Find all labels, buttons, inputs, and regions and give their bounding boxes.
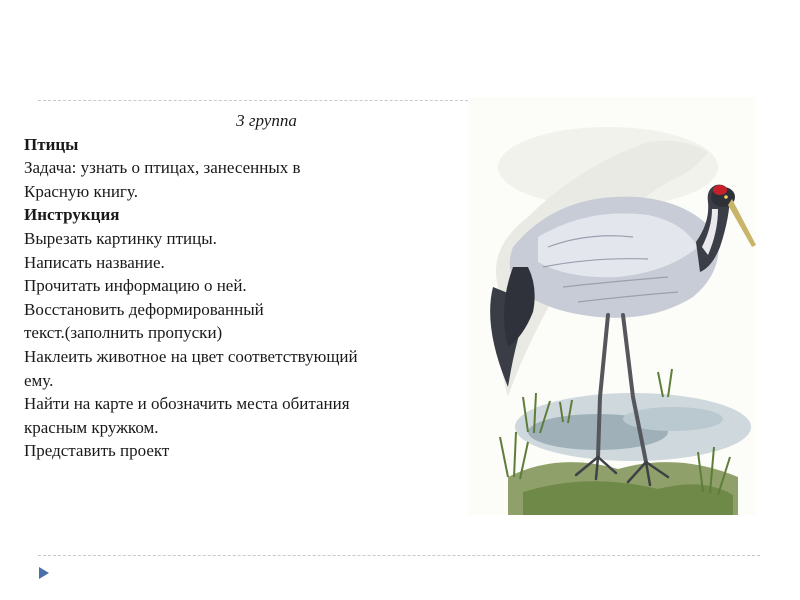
instruction-heading: Инструкция bbox=[24, 205, 120, 225]
triangle-arrow-icon bbox=[38, 566, 50, 580]
instruction-line: красным кружком. bbox=[24, 417, 159, 437]
instruction-line: Вырезать картинку птицы. bbox=[24, 228, 217, 248]
instruction-line: Представить проект bbox=[24, 441, 170, 461]
crane-illustration-svg bbox=[468, 97, 756, 515]
slide-nav-arrow[interactable] bbox=[38, 566, 50, 585]
instruction-line: Восстановить деформированный bbox=[24, 299, 264, 319]
instruction-line: Прочитать информацию о ней. bbox=[24, 276, 247, 296]
top-divider bbox=[38, 100, 468, 101]
bottom-divider bbox=[38, 555, 760, 556]
group-title: 3 группа bbox=[236, 111, 297, 130]
instruction-line: ему. bbox=[24, 370, 54, 390]
instruction-line: Найти на карте и обозначить места обитания bbox=[24, 394, 350, 414]
slide-text-block bbox=[24, 109, 469, 463]
task-line: Красную книгу. bbox=[24, 181, 138, 201]
instruction-line: Написать название. bbox=[24, 252, 165, 272]
birds-heading: Птицы bbox=[24, 134, 79, 154]
task-line: Задача: узнать о птицах, занесенных в bbox=[24, 158, 301, 178]
instruction-line: текст.(заполнить пропуски) bbox=[24, 323, 223, 343]
instruction-line: Наклеить животное на цвет соответствующий bbox=[24, 346, 358, 366]
crane-bird-illustration bbox=[468, 97, 756, 515]
